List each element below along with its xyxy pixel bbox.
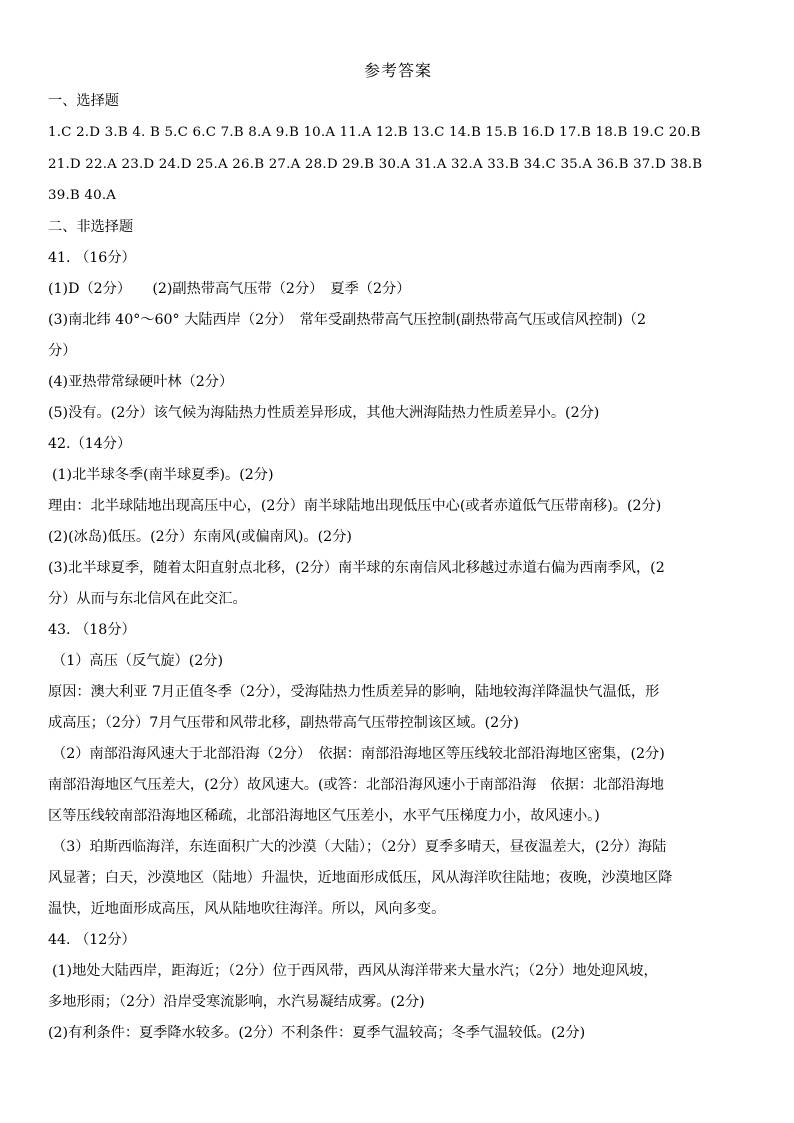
- document-title: 参考答案: [363, 61, 432, 80]
- q42-line-3: (2)(冰岛)低压。(2分）东南风(或偏南风)。(2分): [48, 528, 352, 545]
- q43-line-1: （1）高压（反气旋）(2分): [52, 652, 223, 669]
- section-heading-multiple-choice: 一、选择题: [48, 93, 119, 109]
- q43-line-6: 区等压线较南部沿海地区稀疏，北部沿海地区气压差小，水平气压梯度力小，故风速小。): [48, 807, 600, 824]
- q41-line-1: (1)D（2分） (2)副热带高气压带（2分） 夏季（2分）: [48, 280, 411, 297]
- q42-line-2: 理由：北半球陆地出现高压中心，(2分）南半球陆地出现低压中心(或者赤道低气压带南移)。(2分): [48, 497, 662, 514]
- mc-answers-line-3: 39.B 40.A: [48, 188, 117, 203]
- q41-line-2: (3)南北纬 40°～60° 大陆西岸（2分） 常年受副热带高气压控制(副热带高气压或信风控制)（2: [48, 311, 646, 328]
- q43-line-4: （2）南部沿海风速大于北部沿海（2分） 依据：南部沿海地区等压线较北部沿海地区密集，(2分): [52, 745, 665, 762]
- q41-line-3: 分）: [48, 342, 77, 359]
- q44-line-2: 多地形雨；（2分）沿岸受寒流影响，水汽易凝结成雾。(2分): [48, 993, 425, 1010]
- q44-header: 44. （12分）: [48, 931, 136, 948]
- q43-line-3: 成高压；（2分）7月气压带和风带北移，副热带高气压带控制该区域。(2分): [48, 714, 519, 731]
- q42-line-4: (3)北半球夏季，随着太阳直射点北移，(2分）南半球的东南信风北移越过赤道右偏为西南季风，(2: [48, 559, 665, 576]
- q44-line-3: (2)有利条件：夏季降水较多。(2分）不利条件：夏季气温较高；冬季气温较低。(2分): [48, 1024, 586, 1041]
- q42-header: 42.（14分）: [48, 435, 132, 452]
- q41-header: 41. （16分）: [48, 249, 136, 266]
- q43-line-7: （3）珀斯西临海洋，东连面积广大的沙漠（大陆）；（2分）夏季多晴天，昼夜温差大，(2分）海陆: [52, 838, 667, 855]
- answer-document: [48, 58, 748, 1049]
- mc-answers-line-1: 1.C 2.D 3.B 4. B 5.C 6.C 7.B 8.A 9.B 10.A 11.A 12.B 13.C 14.B 15.B 16.D 17.B 18.B 19.C 20.B: [48, 125, 701, 140]
- q43-header: 43. （18分）: [48, 621, 136, 638]
- q44-line-1: (1)地处大陆西岸，距海近；（2分）位于西风带，西风从海洋带来大量水汽；（2分）地处迎风坡，: [52, 962, 658, 979]
- q42-line-1: (1)北半球冬季(南半球夏季)。(2分): [52, 466, 274, 483]
- q41-line-5: (5)没有。(2分）该气候为海陆热力性质差异形成，其他大洲海陆热力性质差异小。(2分): [48, 404, 600, 421]
- q43-line-2: 原因：澳大利亚 7月正值冬季（2分），受海陆热力性质差异的影响，陆地较海洋降温快气温低，形: [48, 683, 660, 700]
- q43-line-9: 温快，近地面形成高压，风从陆地吹往海洋。所以，风向多变。: [48, 900, 446, 917]
- section-heading-free-response: 二、非选择题: [48, 218, 134, 235]
- q42-line-5: 分）从而与东北信风在此交汇。: [48, 590, 247, 607]
- q41-line-4: (4)亚热带常绿硬叶林（2分）: [48, 373, 234, 390]
- q43-line-8: 风显著；白天，沙漠地区（陆地）升温快，近地面形成低压，风从海洋吹往陆地；夜晚，沙漠地区降: [48, 869, 673, 886]
- q43-line-5: 南部沿海地区气压差大，(2分）故风速大。(或答：北部沿海风速小于南部沿海 依据：北部沿海地: [48, 776, 664, 793]
- mc-answers-line-2: 21.D 22.A 23.D 24.D 25.A 26.B 27.A 28.D 29.B 30.A 31.A 32.A 33.B 34.C 35.A 36.B 37.D 38.B: [48, 156, 703, 172]
